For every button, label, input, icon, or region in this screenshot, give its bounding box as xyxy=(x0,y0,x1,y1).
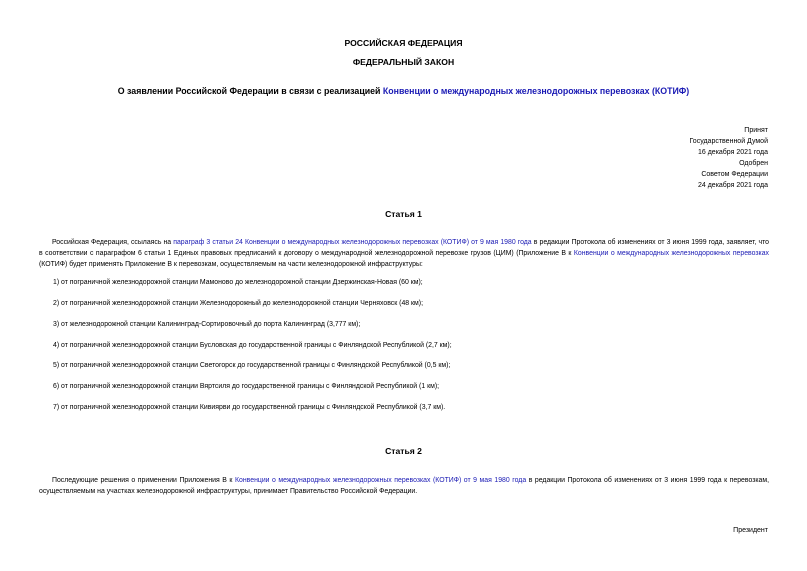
law-title-text: О заявлении Российской Федерации в связи с реализацией xyxy=(117,86,383,96)
article-1-text: в редакции Протокола об изменениях от 3 июня 1999 года, заявляет, что в соответствии с параграфом 6 статьи 1 Единых правовых предписаний к договору о международной железнодорожной перевозке грузов (ЦИМ) (Приложение В к xyxy=(39,239,769,257)
infrastructure-item: 4) от пограничной железнодорожной станции Бусловская до государственной границы с Финляндской Республикой (2,7 км); xyxy=(53,342,452,349)
article-1-link-paragraph[interactable]: параграф 3 статьи 24 Конвенции о международных железнодорожных перевозках (КОТИФ) от 9 мая 1980 года xyxy=(173,239,532,246)
law-title-link[interactable]: Конвенции о международных железнодорожных перевозках (КОТИФ) xyxy=(382,86,690,96)
law-title xyxy=(0,86,807,96)
article-1-paragraph xyxy=(39,237,769,270)
president-signature-label: Президент xyxy=(733,527,768,534)
article-2-text: в редакции Протокола об изменениях от 3 июня 1999 года к перевозкам, осуществляемым на участках железнодорожной инфраструктуры, принимает Правительство Российской Федерации. xyxy=(39,477,770,495)
adoption-line: 16 декабря 2021 года xyxy=(697,149,768,156)
infrastructure-item: 5) от пограничной железнодорожной станции Светогорск до государственной границы с Финляндской Республикой (0,5 км); xyxy=(53,362,451,369)
adoption-line: 24 декабря 2021 года xyxy=(697,182,768,189)
article-1-link-convention[interactable]: Конвенции о международных железнодорожных перевозках xyxy=(573,250,769,257)
infrastructure-item: 2) от пограничной железнодорожной станции Железнодорожный до железнодорожной станции Черняховск (48 км); xyxy=(53,300,423,307)
article-2-heading: Статья 2 xyxy=(385,446,422,456)
infrastructure-item: 3) от железнодорожной станции Калининград-Сортировочный до порта Калининград (3,777 км); xyxy=(53,321,361,328)
article-2-text: Последующие решения о применении Приложения В к xyxy=(52,477,235,484)
adoption-line: Советом Федерации xyxy=(701,171,768,178)
infrastructure-item: 6) от пограничной железнодорожной станции Вяртсиля до государственной границы с Финляндской Республикой (1 км); xyxy=(53,383,440,390)
article-1-heading: Статья 1 xyxy=(385,209,422,219)
adoption-line: Государственной Думой xyxy=(689,138,768,145)
article-1-text: (КОТИФ) будет применять Приложение В к перевозкам, осуществляемым на части железнодорожной инфраструктуры: xyxy=(39,261,423,268)
adoption-line: Одобрен xyxy=(739,160,768,167)
adoption-line: Принят xyxy=(744,127,768,134)
country-heading: РОССИЙСКАЯ ФЕДЕРАЦИЯ xyxy=(344,38,463,48)
adoption-block xyxy=(689,125,768,191)
article-2-paragraph xyxy=(39,475,769,497)
infrastructure-item: 1) от пограничной железнодорожной станции Мамоново до железнодорожной станции Дзержинская-Новая (60 км); xyxy=(53,279,423,286)
infrastructure-item: 7) от пограничной железнодорожной станции Кивиярви до государственной границы с Финляндской Республикой (3,7 км). xyxy=(53,404,446,411)
article-1-text: Российская Федерация, ссылаясь на xyxy=(52,239,174,246)
article-2-link-convention[interactable]: Конвенции о международных железнодорожных перевозках (КОТИФ) от 9 мая 1980 года xyxy=(235,477,527,484)
document-type-heading: ФЕДЕРАЛЬНЫЙ ЗАКОН xyxy=(352,57,455,67)
